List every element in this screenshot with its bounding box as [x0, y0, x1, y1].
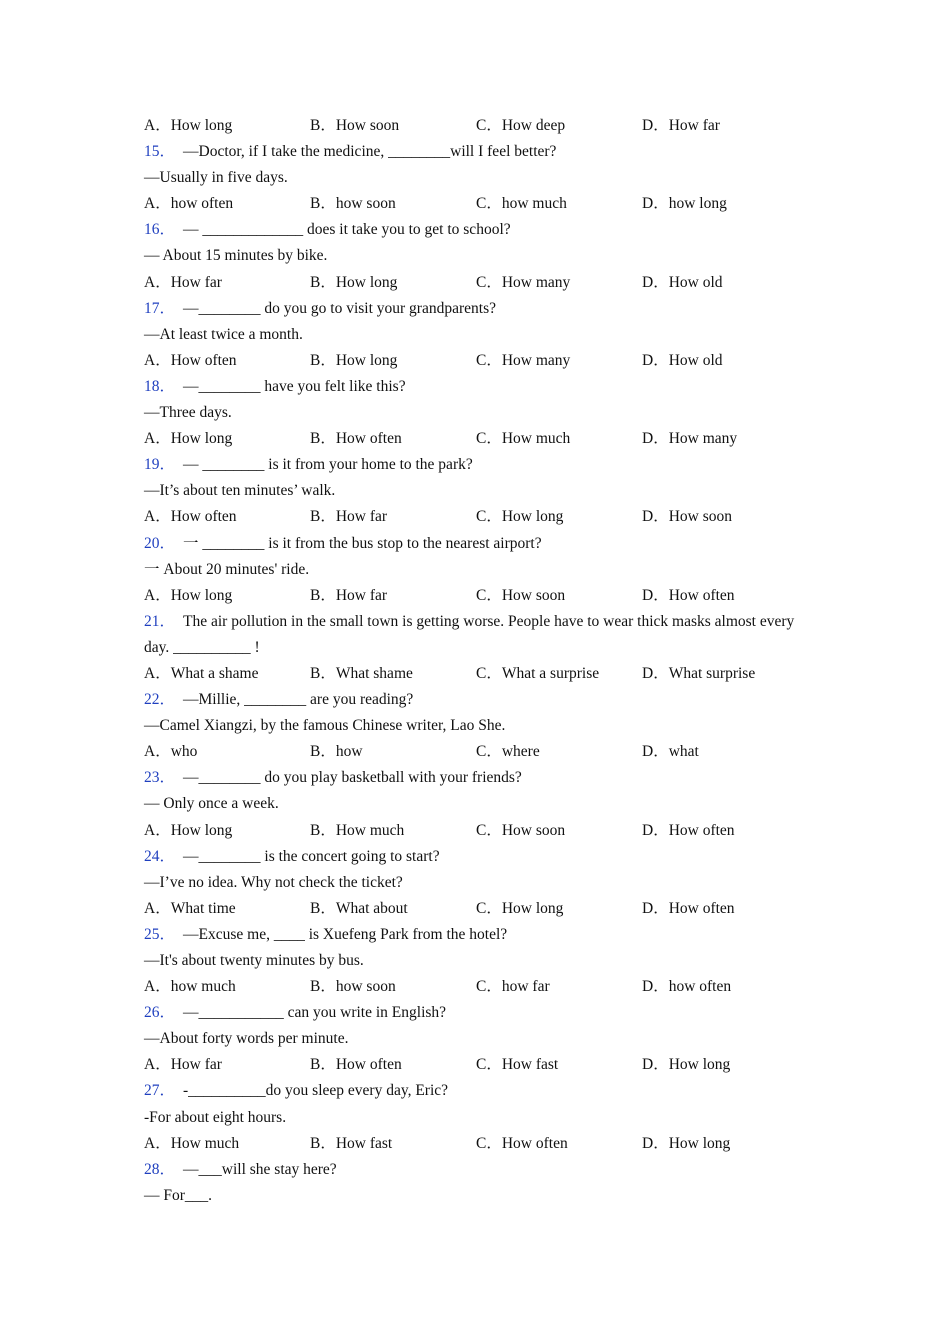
option-c: C．How soon — [476, 586, 566, 604]
question-prompt: —___will she stay here? — [183, 1160, 337, 1178]
question-number: 25． — [144, 925, 176, 943]
question-prompt: —________ do you play basketball with your friends? — [183, 769, 522, 787]
question-prompt: —Excuse me, ____ is Xuefeng Park from the hotel? — [183, 925, 508, 943]
question-block — [144, 609, 824, 687]
question-number: 27． — [144, 1082, 176, 1100]
question-block — [144, 139, 824, 217]
option-b: B．How long — [310, 351, 398, 369]
question-prompt: —Doctor, if I take the medicine, ________will I feel better? — [183, 143, 557, 161]
question-text-line — [144, 844, 824, 870]
question-prompt: The air pollution in the small town is getting worse. People have to wear thick masks almost every day. __________ ! — [144, 612, 795, 656]
option-b: B．How soon — [310, 117, 400, 134]
option-a: A．How long — [144, 430, 233, 448]
option-c: C．How deep — [476, 117, 566, 134]
question-prompt: —___________ can you write in English? — [183, 1004, 447, 1022]
question-prompt: 一 ________ is it from the bus stop to the nearest airport? — [183, 534, 542, 552]
option-c: C．How often — [476, 1134, 568, 1152]
question-number: 18． — [144, 377, 176, 395]
option-b: B．How often — [310, 430, 402, 448]
question-block — [144, 922, 824, 1000]
question-block — [144, 217, 824, 295]
answer-line: —Camel Xiangzi, by the famous Chinese writer, Lao She. — [144, 717, 506, 735]
option-c: C．How fast — [476, 1056, 559, 1074]
option-c: C．how much — [476, 195, 567, 213]
option-a: A．What time — [144, 899, 236, 917]
question-block — [144, 296, 824, 374]
option-d: D．How old — [642, 351, 723, 369]
option-b: B．how soon — [310, 978, 396, 996]
question-number: 23． — [144, 769, 176, 787]
question-prompt: —________ have you felt like this? — [183, 377, 406, 395]
question-number: 20． — [144, 534, 176, 552]
answer-line: —Three days. — [144, 404, 232, 422]
options-row — [144, 348, 824, 374]
question-prompt: —________ do you go to visit your grandparents? — [183, 299, 496, 317]
option-b: B．How far — [310, 586, 388, 604]
options-row — [144, 583, 824, 609]
option-b: B．how soon — [310, 195, 396, 213]
option-d: D．How many — [642, 430, 738, 448]
question-number: 22． — [144, 691, 176, 709]
options-row — [144, 1052, 824, 1078]
options-row — [144, 896, 824, 922]
question-text-line — [144, 922, 824, 948]
option-d: D．how long — [642, 195, 727, 213]
question-number: 17． — [144, 299, 176, 317]
options-row — [144, 818, 824, 844]
question-prompt: —Millie, ________ are you reading? — [183, 691, 414, 709]
option-c: C．What a surprise — [476, 664, 600, 682]
option-c: C．How long — [476, 508, 564, 526]
question-text-line — [144, 374, 824, 400]
option-b: B．How often — [310, 1056, 402, 1074]
option-d: D．How soon — [642, 508, 732, 526]
answer-line: —It's about twenty minutes by bus. — [144, 952, 364, 969]
answer-line: — For___. — [144, 1186, 213, 1204]
option-c: C．How many — [476, 273, 571, 291]
option-c: C．how far — [476, 978, 550, 996]
options-row — [144, 426, 824, 452]
question-text-line — [144, 139, 824, 165]
answer-line: —I’ve no idea. Why not check the ticket? — [144, 873, 403, 891]
option-a: A．How often — [144, 508, 237, 526]
option-a: A．how often — [144, 195, 234, 213]
question-text-line — [144, 217, 824, 243]
option-d: D．How far — [642, 117, 720, 134]
option-a: A．How long — [144, 821, 233, 839]
question-prompt: -__________do you sleep every day, Eric? — [183, 1082, 449, 1100]
option-b: B．What shame — [310, 664, 413, 682]
question-number: 26． — [144, 1004, 176, 1022]
option-b: B．How long — [310, 273, 398, 291]
option-d: D．How long — [642, 1134, 731, 1152]
option-d: D．How often — [642, 586, 735, 604]
question-prompt: — ________ is it from your home to the park? — [183, 456, 473, 474]
question-block — [144, 374, 824, 452]
option-a: A．How long — [144, 586, 233, 604]
options-row — [144, 270, 824, 296]
question-number: 16． — [144, 221, 176, 239]
options-row — [144, 661, 824, 687]
options-row — [144, 113, 824, 139]
question-block — [144, 844, 824, 922]
option-a: A．how much — [144, 978, 236, 996]
question-block — [144, 452, 824, 530]
option-c: C．How much — [476, 430, 571, 448]
question-text-line — [144, 296, 824, 322]
question-prompt: —________ is the concert going to start? — [183, 847, 440, 865]
question-prompt: — _____________ does it take you to get to school? — [183, 221, 511, 239]
option-c: C．How many — [476, 351, 571, 369]
question-block — [144, 1078, 824, 1156]
question-block — [144, 1157, 824, 1209]
option-d: D．what — [642, 743, 699, 761]
option-d: D．How old — [642, 273, 723, 291]
question-text-line — [144, 452, 824, 478]
options-row — [144, 191, 824, 217]
question-text-line — [144, 609, 804, 661]
option-b: B．How much — [310, 821, 405, 839]
question-number: 21． — [144, 612, 176, 630]
answer-line: — About 15 minutes by bike. — [144, 247, 328, 265]
option-d: D．How long — [642, 1056, 731, 1074]
option-a: A．How often — [144, 351, 237, 369]
answer-line: 一 About 20 minutes' ride. — [144, 560, 310, 578]
option-a: A．How far — [144, 273, 222, 291]
question-list — [144, 113, 824, 1209]
question-number: 28． — [144, 1160, 176, 1178]
question-text-line — [144, 1000, 824, 1026]
option-c: C．How long — [476, 899, 564, 917]
option-d: D．How often — [642, 821, 735, 839]
answer-line: -For about eight hours. — [144, 1108, 287, 1126]
option-d: D．how often — [642, 978, 732, 996]
question-block — [144, 1000, 824, 1078]
options-row — [144, 504, 824, 530]
option-a: A．What a shame — [144, 664, 259, 682]
option-d: D．What surprise — [642, 664, 756, 682]
question-number: 24． — [144, 847, 176, 865]
options-row — [144, 974, 824, 1000]
question-number: 19． — [144, 456, 176, 474]
answer-line: — Only once a week. — [144, 795, 279, 813]
question-block — [144, 531, 824, 609]
option-c: C．How soon — [476, 821, 566, 839]
question-number: 15． — [144, 143, 176, 161]
option-b: B．how — [310, 743, 363, 761]
question-text-line — [144, 1157, 824, 1183]
option-a: A．How long — [144, 117, 233, 134]
answer-line: —Usually in five days. — [144, 169, 288, 187]
question-text-line — [144, 531, 824, 557]
option-b: B．What about — [310, 899, 408, 917]
option-c: C．where — [476, 743, 540, 761]
question-block — [144, 687, 824, 765]
question-text-line — [144, 1078, 824, 1104]
options-row — [144, 1131, 824, 1157]
answer-line: —At least twice a month. — [144, 325, 303, 343]
option-b: B．How far — [310, 508, 388, 526]
option-b: B．How fast — [310, 1134, 393, 1152]
option-a: A．who — [144, 743, 198, 761]
answer-line: —It’s about ten minutes’ walk. — [144, 482, 336, 500]
question-block — [144, 765, 824, 843]
option-a: A．How far — [144, 1056, 222, 1074]
option-d: D．How often — [642, 899, 735, 917]
answer-line: —About forty words per minute. — [144, 1030, 349, 1048]
options-row — [144, 739, 824, 765]
option-a: A．How much — [144, 1134, 240, 1152]
question-text-line — [144, 765, 824, 791]
question-text-line — [144, 687, 824, 713]
